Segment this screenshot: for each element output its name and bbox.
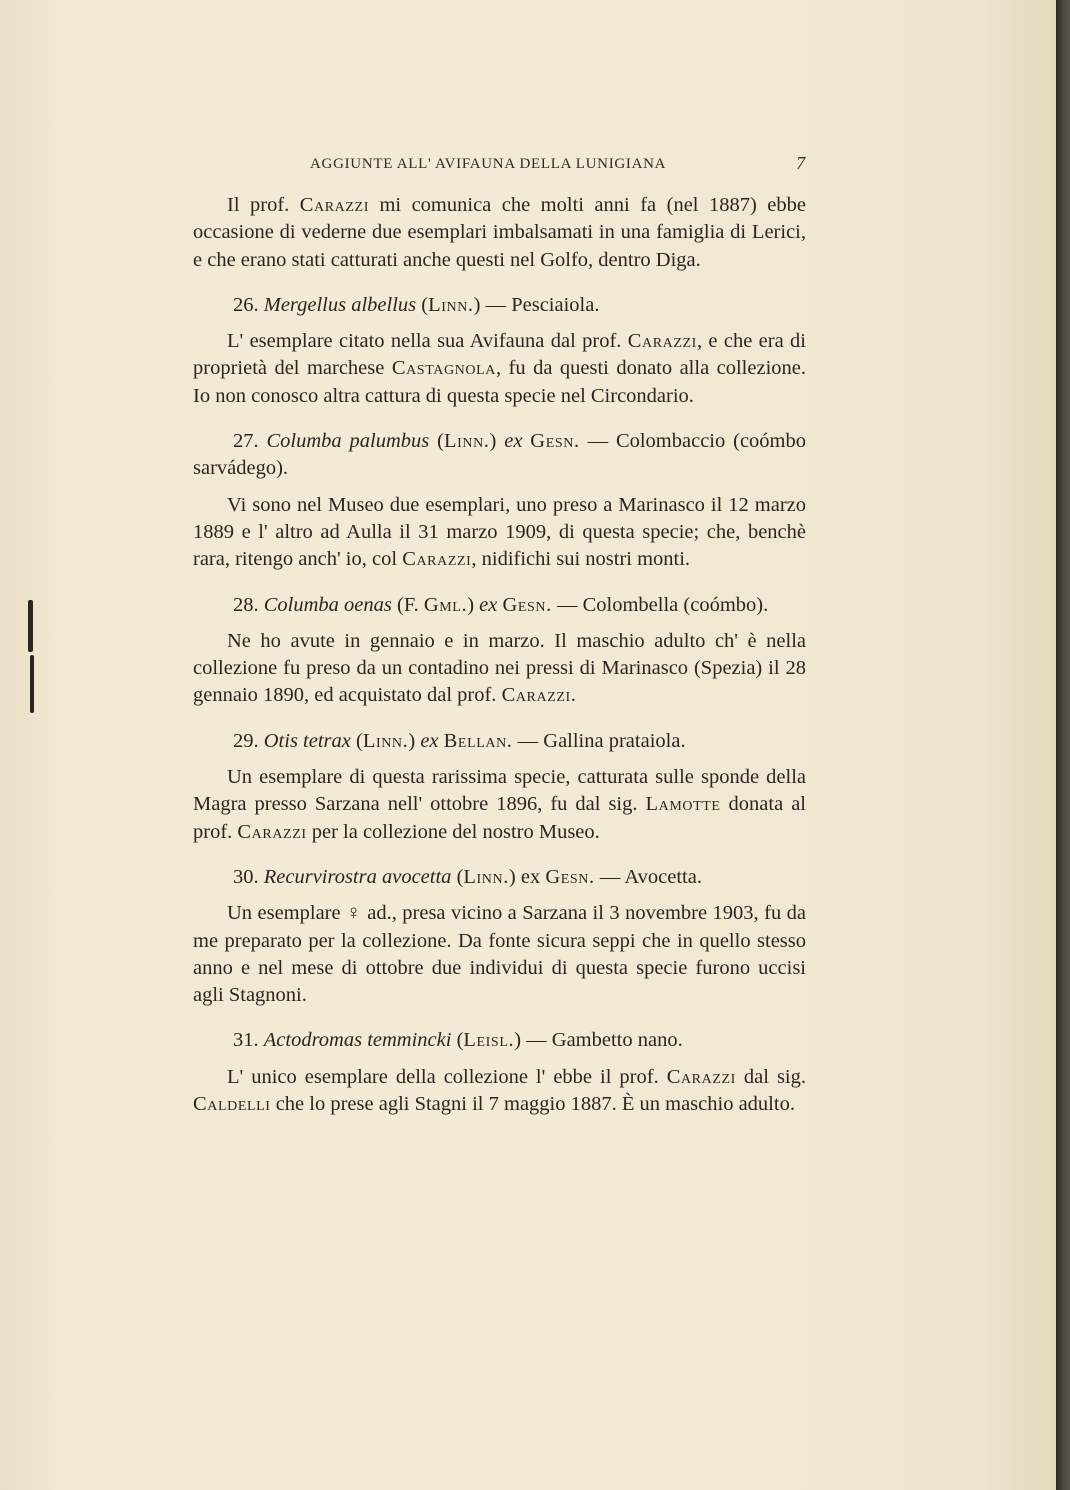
common-name: — Colombella (coómbo). — [551, 593, 769, 616]
text-run: ( — [416, 293, 429, 316]
authority: Bellan. — [443, 729, 513, 752]
species-name: Mergellus albellus — [263, 293, 417, 316]
text-run: , fu da questi donato alla collezione. Io non conosco altra cattura di questa specie nel Circondario. — [193, 357, 806, 407]
text-run: ( — [350, 729, 363, 752]
authority: Linn. — [428, 293, 474, 316]
binding-thread-mark — [30, 655, 34, 713]
text-run: , e che era di proprietà del marchese — [193, 330, 806, 380]
paragraph-carazzi-lerici — [193, 192, 806, 274]
authority: Linn. — [463, 865, 509, 888]
text-run: ) — [467, 593, 480, 616]
text-run: ) — [489, 430, 505, 453]
page-edge-shadow — [1056, 0, 1070, 1490]
paragraph-27 — [193, 492, 806, 574]
entry-number: 29. — [233, 729, 264, 752]
text-run: (F. — [391, 593, 424, 616]
author-name: Carazzi — [299, 194, 369, 216]
species-name: Columba oenas — [263, 593, 392, 616]
text-run: ( — [451, 865, 464, 888]
entry-number: 26. — [233, 293, 264, 316]
paragraph-28 — [193, 628, 806, 710]
text-run: mi comunica che molti anni fa (nel 1887) ebbe occasione di vederne due esemplari imbalsamati in una famiglia di Lerici, e che erano stati catturati anche questi nel Golfo, dentro Diga. — [193, 194, 806, 271]
text-run: ( — [429, 430, 444, 453]
page-number: 7 — [796, 153, 806, 173]
text-run: dal sig. — [735, 1065, 807, 1088]
common-name: — Colombaccio (coómbo sarvádego). — [193, 430, 806, 480]
text-run: ) — [514, 1029, 522, 1052]
text-run: donata al prof. — [193, 793, 806, 843]
text-run: ) — [408, 729, 421, 752]
species-name: Otis tetrax — [263, 729, 351, 752]
entry-number: 30. — [233, 865, 264, 888]
text-run: . — [570, 684, 576, 707]
text-run: ( — [451, 1029, 464, 1052]
authority: Linn. — [362, 729, 409, 752]
text-run: L' esemplare citato nella sua Avifauna dal prof. — [227, 330, 628, 353]
text-run: Un esemplare di questa rarissima specie, catturata sulle sponde della Magra presso Sarzana nell' ottobre 1896, fu dal sig. — [193, 766, 806, 816]
ex-word: ex — [420, 729, 439, 752]
authority: Gesn. — [545, 865, 595, 888]
text-run: Un esemplare ♀ ad., presa vicino a Sarzana il 3 novembre 1903, fu da me preparato per la collezione. Da fonte sicura seppi che in quello stesso anno e nel mese di ottobre due individui di questa specie furono uccisi agli Stagnoni. — [193, 902, 806, 1007]
authority: Leisl. — [463, 1029, 515, 1052]
text-run: ) — [473, 293, 481, 316]
ex-word: ex — [479, 593, 498, 616]
species-entry-30 — [193, 864, 806, 891]
entry-number: 28. — [233, 593, 264, 616]
paragraph-30 — [193, 900, 806, 1009]
person-name: Caldelli — [193, 1093, 271, 1116]
text-run: per la collezione del nostro Museo. — [306, 820, 600, 843]
species-entry-28 — [193, 592, 806, 619]
authority: Linn. — [443, 430, 490, 453]
author-name: Carazzi — [402, 548, 472, 571]
running-title: AGGIUNTE ALL' AVIFAUNA DELLA LUNIGIANA — [310, 156, 667, 172]
authority: Gml. — [423, 593, 468, 616]
text-run: ) ex — [508, 865, 546, 888]
authority: Gesn. — [530, 430, 580, 453]
text-run: L' unico esemplare della collezione l' ebbe il prof. — [227, 1065, 667, 1088]
species-name: Recurvirostra avocetta — [263, 865, 452, 888]
common-name: — Pesciaiola. — [480, 293, 600, 316]
common-name: — Gambetto nano. — [521, 1029, 683, 1052]
common-name: — Avocetta. — [594, 865, 702, 888]
author-name: Carazzi — [501, 684, 571, 707]
species-name: Actodromas temmincki — [263, 1029, 452, 1052]
authority: Gesn. — [502, 593, 552, 616]
species-entry-29 — [193, 728, 806, 755]
text-run: Ne ho avute in gennaio e in marzo. Il maschio adulto ch' è nella collezione fu preso da un contadino nei pressi di Marinasco (Spezia) il 28 gennaio 1890, ed acquistato dal prof. — [193, 629, 806, 707]
author-name: Carazzi — [666, 1065, 736, 1088]
author-name: Carazzi — [237, 820, 307, 843]
species-entry-27 — [193, 428, 806, 483]
entry-number: 27. — [233, 430, 267, 453]
text-run: che lo prese agli Stagni il 7 maggio 1887. È un maschio adulto. — [270, 1093, 795, 1116]
author-name: Carazzi — [627, 330, 697, 353]
species-entry-31 — [193, 1027, 806, 1054]
paragraph-26 — [193, 328, 806, 410]
body-text — [193, 192, 806, 1118]
ex-word: ex — [504, 430, 523, 453]
species-entry-26 — [193, 292, 806, 319]
text-run: , nidifichi sui nostri monti. — [471, 548, 691, 571]
text-run: Vi sono nel Museo due esemplari, uno preso a Marinasco il 12 marzo 1889 e l' altro ad Aulla il 31 marzo 1909, di questa specie; che, benchè rara, ritengo anch' io, col — [193, 493, 806, 571]
paragraph-29 — [193, 764, 806, 846]
paragraph-31 — [193, 1064, 806, 1119]
entry-number: 31. — [233, 1029, 264, 1052]
common-name: — Gallina prataiola. — [512, 729, 686, 752]
person-name: Lamotte — [645, 793, 721, 816]
species-name: Columba palumbus — [266, 430, 430, 453]
text-run: Il prof. — [227, 194, 300, 216]
person-name: Castagnola — [391, 357, 496, 380]
binding-thread-mark — [28, 600, 33, 652]
